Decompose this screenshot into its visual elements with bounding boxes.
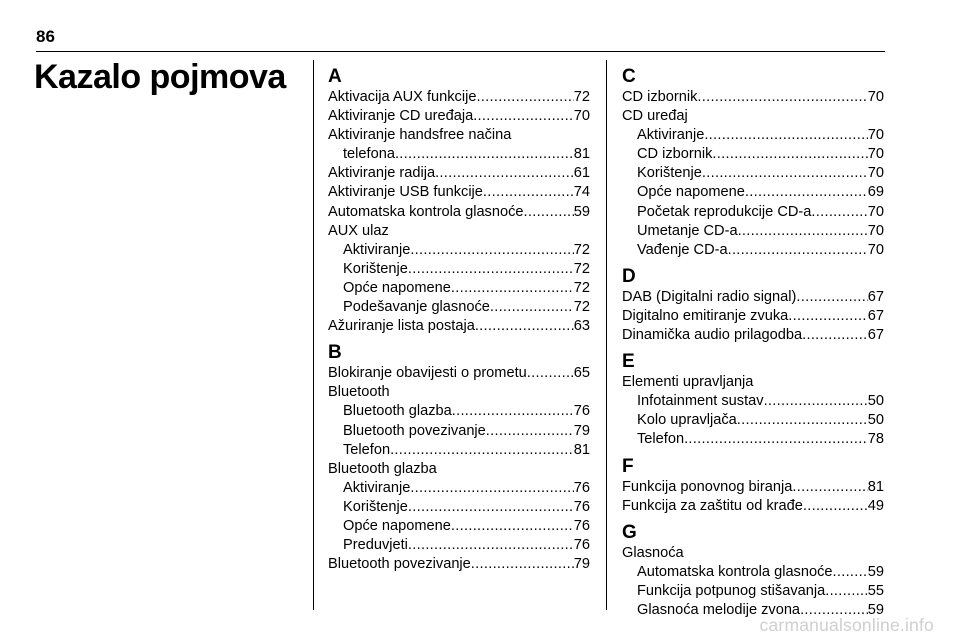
index-subentry <box>328 241 590 260</box>
entry-page-number: 70 <box>867 146 884 163</box>
index-subentry <box>328 498 590 517</box>
entry-term: Aktiviranje radija <box>328 165 436 182</box>
dot-leader <box>476 88 573 107</box>
entry-term: Digitalno emitiranje zvuka <box>622 307 789 324</box>
index-entry <box>622 326 884 345</box>
index-section <box>622 66 884 260</box>
index-subentry <box>622 126 884 145</box>
dot-leader <box>833 563 868 582</box>
entry-term: Aktiviranje <box>637 127 705 144</box>
entry-term: Kolo upravljača <box>637 412 737 429</box>
entry-page-number: 72 <box>573 299 590 316</box>
index-subentry <box>622 222 884 241</box>
entry-term: Opće napomene <box>343 517 451 534</box>
dot-leader <box>802 326 868 345</box>
index-section <box>622 266 884 345</box>
entry-page-number: 76 <box>573 498 590 515</box>
entry-term: Bluetooth povezivanje <box>328 556 471 573</box>
dot-leader <box>825 582 868 601</box>
index-section <box>622 522 884 620</box>
entry-term: CD izbornik <box>622 89 698 105</box>
entry-page-number: 81 <box>867 478 884 495</box>
index-subentry <box>622 392 884 411</box>
entry-page-number: 67 <box>867 288 884 305</box>
index-subentry <box>328 298 590 317</box>
entry-term: Preduvjeti <box>343 537 408 554</box>
dot-leader <box>408 536 574 555</box>
entry-term: Korištenje <box>343 260 408 277</box>
index-group-heading: Bluetooth glazba <box>328 460 437 477</box>
index-entry <box>328 107 590 126</box>
index-group-heading: Bluetooth <box>328 384 390 401</box>
dot-leader <box>395 145 574 164</box>
index-subentry <box>622 411 884 430</box>
index-group-heading: Glasnoća <box>622 544 684 561</box>
entry-term: telefona <box>343 146 395 163</box>
entry-page-number: 72 <box>573 279 590 296</box>
index-subentry <box>328 479 590 498</box>
entry-term: Bluetooth povezivanje <box>343 422 486 439</box>
entry-page-number: 59 <box>573 203 590 220</box>
dot-leader <box>712 145 867 164</box>
entry-term: Vađenje CD-a <box>637 241 728 258</box>
index-entry <box>622 307 884 326</box>
entry-page-number: 79 <box>573 422 590 439</box>
entry-term: Glasnoća melodije zvona <box>637 601 801 618</box>
header-rule <box>36 51 885 52</box>
dot-leader <box>486 422 574 441</box>
index-entry <box>622 288 884 307</box>
dot-leader <box>408 260 574 279</box>
entry-page-number: 70 <box>573 108 590 125</box>
index-subentry <box>328 279 590 298</box>
dot-leader <box>745 183 868 202</box>
dot-leader <box>475 317 574 336</box>
entry-term: Funkcija ponovnog biranja <box>622 478 793 495</box>
entry-page-number: 69 <box>867 184 884 201</box>
index-subentry <box>328 441 590 460</box>
section-letter: A <box>328 66 342 87</box>
dot-leader <box>527 364 574 383</box>
entry-page-number: 67 <box>867 327 884 344</box>
index-section <box>328 66 590 336</box>
index-subentry <box>328 402 590 421</box>
entry-page-number: 59 <box>867 601 884 618</box>
entry-term: Telefon <box>343 441 391 458</box>
entry-term: CD izbornik <box>637 146 713 163</box>
entry-page-number: 70 <box>867 127 884 144</box>
dot-leader <box>483 183 574 202</box>
index-subentry <box>328 517 590 536</box>
dot-leader <box>702 164 868 183</box>
index-group-heading: AUX ulaz <box>328 222 389 239</box>
entry-page-number: 70 <box>867 222 884 239</box>
entry-page-number: 81 <box>573 146 590 163</box>
entry-term: Telefon <box>637 431 685 448</box>
dot-leader <box>764 392 868 411</box>
dot-leader <box>684 430 868 449</box>
index-group-heading: Aktiviranje handsfree načina <box>328 127 512 144</box>
index-subentry <box>622 241 884 260</box>
index-group-heading: Elementi upravljanja <box>622 374 754 391</box>
dot-leader <box>788 307 867 326</box>
dot-leader <box>792 478 867 497</box>
entry-page-number: 72 <box>573 241 590 258</box>
dot-leader <box>704 126 867 145</box>
entry-page-number: 76 <box>573 479 590 496</box>
entry-term: Aktiviranje USB funkcije <box>328 184 483 201</box>
dot-leader <box>408 498 574 517</box>
entry-page-number: 76 <box>573 517 590 534</box>
entry-term: Korištenje <box>637 165 702 182</box>
index-column-2 <box>622 66 884 626</box>
index-entry <box>328 203 590 222</box>
entry-term: Bluetooth glazba <box>343 403 452 420</box>
entry-page-number: 50 <box>867 412 884 429</box>
index-entry <box>328 183 590 202</box>
dot-leader <box>435 164 574 183</box>
index-subentry <box>622 183 884 202</box>
index-entry <box>328 364 590 383</box>
entry-term: Aktivacija AUX funkcije <box>328 89 477 105</box>
entry-page-number: 78 <box>867 431 884 448</box>
section-letter: B <box>328 342 342 364</box>
section-letter: E <box>622 351 635 373</box>
column-divider-2 <box>606 60 607 610</box>
dot-leader <box>796 288 867 307</box>
dot-leader <box>390 441 574 460</box>
entry-term: Automatska kontrola glasnoće <box>637 563 833 580</box>
entry-page-number: 59 <box>867 563 884 580</box>
section-letter: D <box>622 265 636 287</box>
entry-page-number: 65 <box>573 365 590 382</box>
entry-page-number: 50 <box>867 393 884 410</box>
entry-page-number: 76 <box>573 403 590 420</box>
entry-page-number: 76 <box>573 537 590 554</box>
entry-term: Funkcija za zaštitu od krađe <box>622 497 803 514</box>
entry-page-number: 63 <box>573 318 590 335</box>
entry-term: Aktiviranje <box>343 241 411 258</box>
dot-leader <box>473 107 574 126</box>
entry-term: Umetanje CD-a <box>637 222 738 239</box>
index-subentry <box>622 582 884 601</box>
dot-leader <box>738 222 868 241</box>
dot-leader <box>803 497 868 516</box>
dot-leader <box>471 555 574 574</box>
entry-term: Aktiviranje <box>343 479 411 496</box>
entry-page-number: 74 <box>573 184 590 201</box>
dot-leader <box>451 279 574 298</box>
dot-leader <box>737 411 868 430</box>
page-title: Kazalo pojmova <box>34 58 286 96</box>
section-letter: F <box>622 455 634 477</box>
index-entry <box>622 497 884 516</box>
entry-page-number: 55 <box>867 582 884 599</box>
watermark: carmanualsonline.info <box>759 615 934 635</box>
index-entry <box>328 88 590 107</box>
entry-page-number: 79 <box>573 556 590 573</box>
entry-term: Korištenje <box>343 498 408 515</box>
index-subentry <box>328 536 590 555</box>
entry-term: Blokiranje obavijesti o prometu <box>328 365 527 382</box>
index-subentry <box>328 422 590 441</box>
dot-leader <box>811 203 867 222</box>
section-letter: G <box>622 521 637 543</box>
entry-page-number: 49 <box>867 497 884 514</box>
entry-page-number: 70 <box>867 89 884 105</box>
index-entry <box>328 317 590 336</box>
index-entry <box>622 478 884 497</box>
index-section <box>328 342 590 574</box>
index-subentry <box>328 145 590 164</box>
index-subentry <box>622 563 884 582</box>
dot-leader <box>451 517 574 536</box>
entry-term: Ažuriranje lista postaja <box>328 318 475 335</box>
index-entry <box>328 164 590 183</box>
index-subentry <box>622 430 884 449</box>
index-section <box>622 456 884 516</box>
entry-page-number: 67 <box>867 307 884 324</box>
index-entry <box>328 555 590 574</box>
index-column-1 <box>328 66 590 580</box>
index-subentry <box>622 145 884 164</box>
entry-term: Podešavanje glasnoće <box>343 299 490 316</box>
dot-leader <box>452 402 574 421</box>
dot-leader <box>490 298 574 317</box>
entry-term: Aktiviranje CD uređaja <box>328 108 474 125</box>
page-number: 86 <box>36 27 55 46</box>
dot-leader <box>410 479 573 498</box>
entry-term: Infotainment sustav <box>637 393 764 410</box>
entry-term: Početak reprodukcije CD-a <box>637 203 812 220</box>
index-entry <box>622 88 884 107</box>
entry-page-number: 70 <box>867 165 884 182</box>
section-letter: C <box>622 66 636 87</box>
entry-term: Opće napomene <box>637 184 745 201</box>
dot-leader <box>524 203 574 222</box>
index-section <box>622 351 884 449</box>
index-subentry <box>622 203 884 222</box>
entry-page-number: 72 <box>573 89 590 105</box>
entry-term: Opće napomene <box>343 279 451 296</box>
entry-page-number: 72 <box>573 260 590 277</box>
dot-leader <box>697 88 867 107</box>
entry-page-number: 70 <box>867 203 884 220</box>
index-subentry <box>622 164 884 183</box>
dot-leader <box>410 241 573 260</box>
entry-term: Dinamička audio prilagodba <box>622 327 803 344</box>
entry-term: Automatska kontrola glasnoće <box>328 203 524 220</box>
column-divider-1 <box>313 60 314 610</box>
entry-term: Funkcija potpunog stišavanja <box>637 582 826 599</box>
entry-page-number: 61 <box>573 165 590 182</box>
dot-leader <box>728 241 868 260</box>
entry-term: DAB (Digitalni radio signal) <box>622 288 797 305</box>
entry-page-number: 81 <box>573 441 590 458</box>
entry-page-number: 70 <box>867 241 884 258</box>
index-group-heading: CD uređaj <box>622 108 688 125</box>
index-subentry <box>328 260 590 279</box>
